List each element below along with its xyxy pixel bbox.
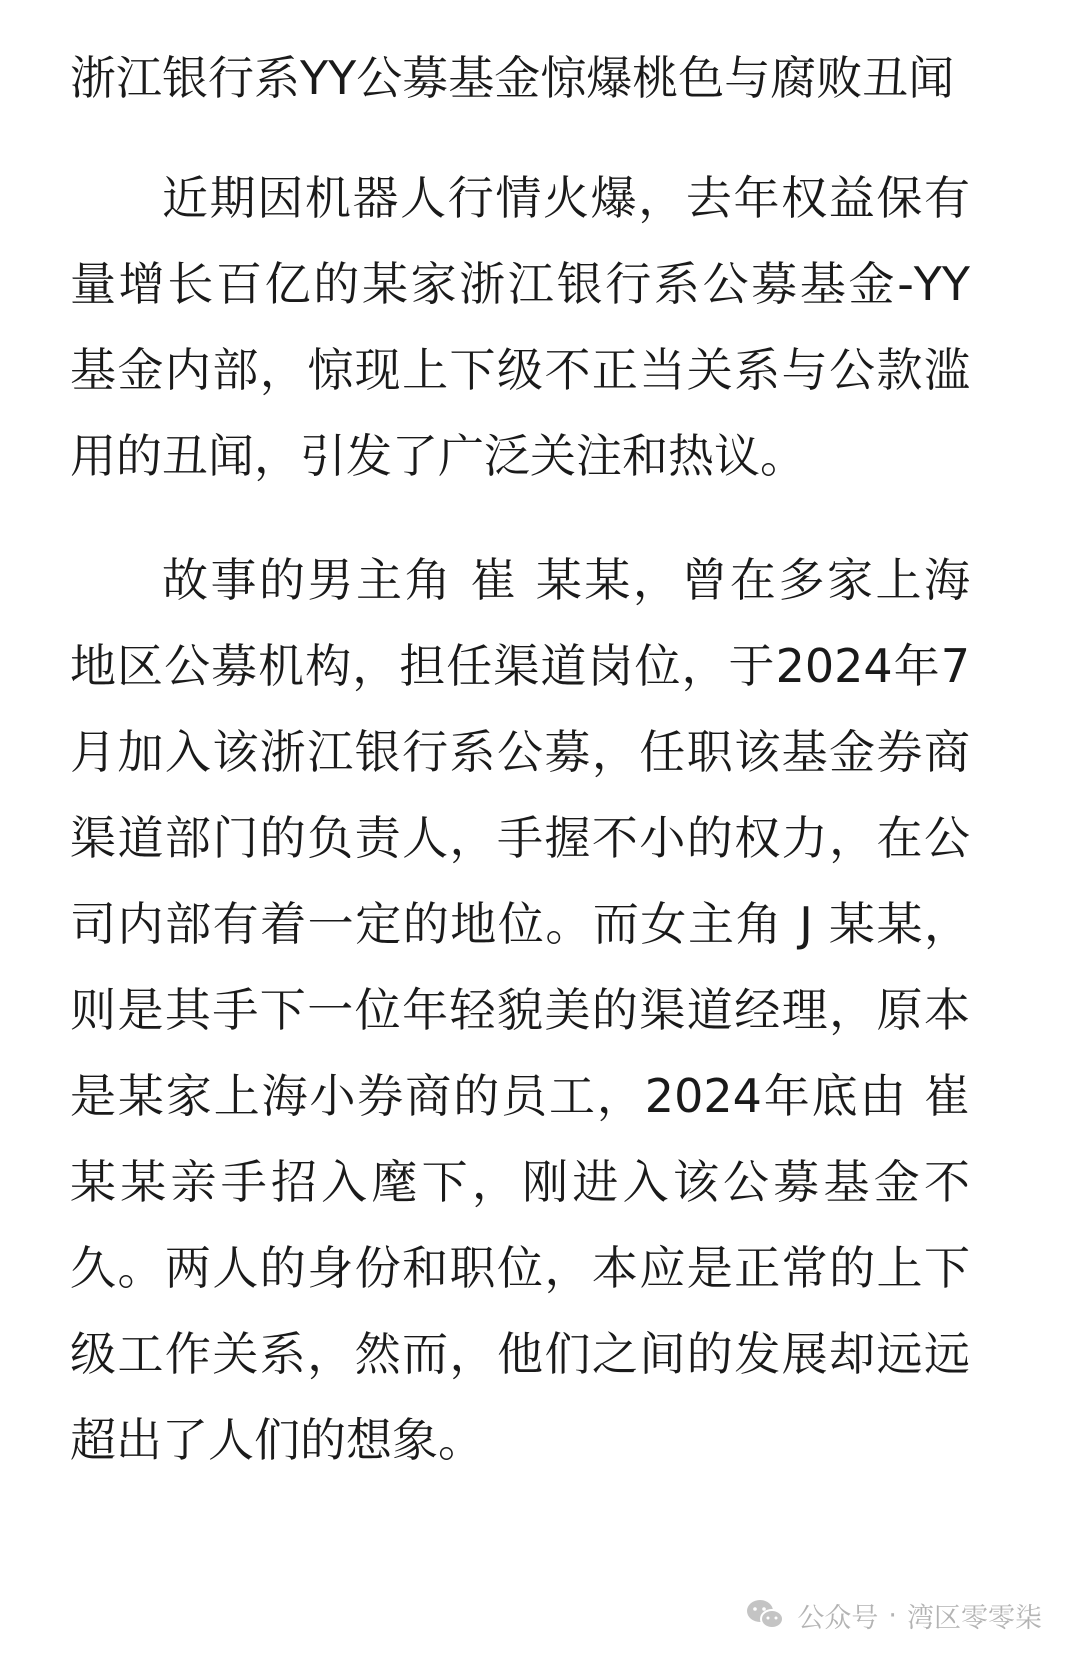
watermark-prefix: 公众号 [797,1602,879,1634]
article-body [70,35,970,1483]
article-paragraph-1: 近期因机器人行情火爆，去年权益保有量增长百亿的某家浙江银行系公募基金-YY基金内部，惊现上下级不正当关系与公款滥用的丑闻，引发了广泛关注和热议。 [70,171,970,483]
watermark [745,1585,1042,1645]
wechat-icon [745,1598,785,1632]
article-paragraph-2: 故事的男主角 崔 某某，曾在多家上海地区公募机构，担任渠道岗位，于2024年7月加入该浙江银行系公募，任职该基金券商渠道部门的负责人，手握不小的权力，在公司内部有着一定的地位。而女主角 J 某某，则是其手下一位年轻貌美的渠道经理，原本是某家上海小券商的员工，2024年底由 崔 某某亲手招入麾下，刚进入该公募基金不久。两人的身份和职位，本应是正常的上下级工作关系，然而，他们之间的发展却远远超出了人们的想象。 [70,553,970,1467]
article-title: 浙江银行系YY公募基金惊爆桃色与腐败丑闻 [70,51,955,105]
watermark-separator: · [888,1599,897,1631]
watermark-account: 湾区零零柒 [907,1602,1042,1634]
